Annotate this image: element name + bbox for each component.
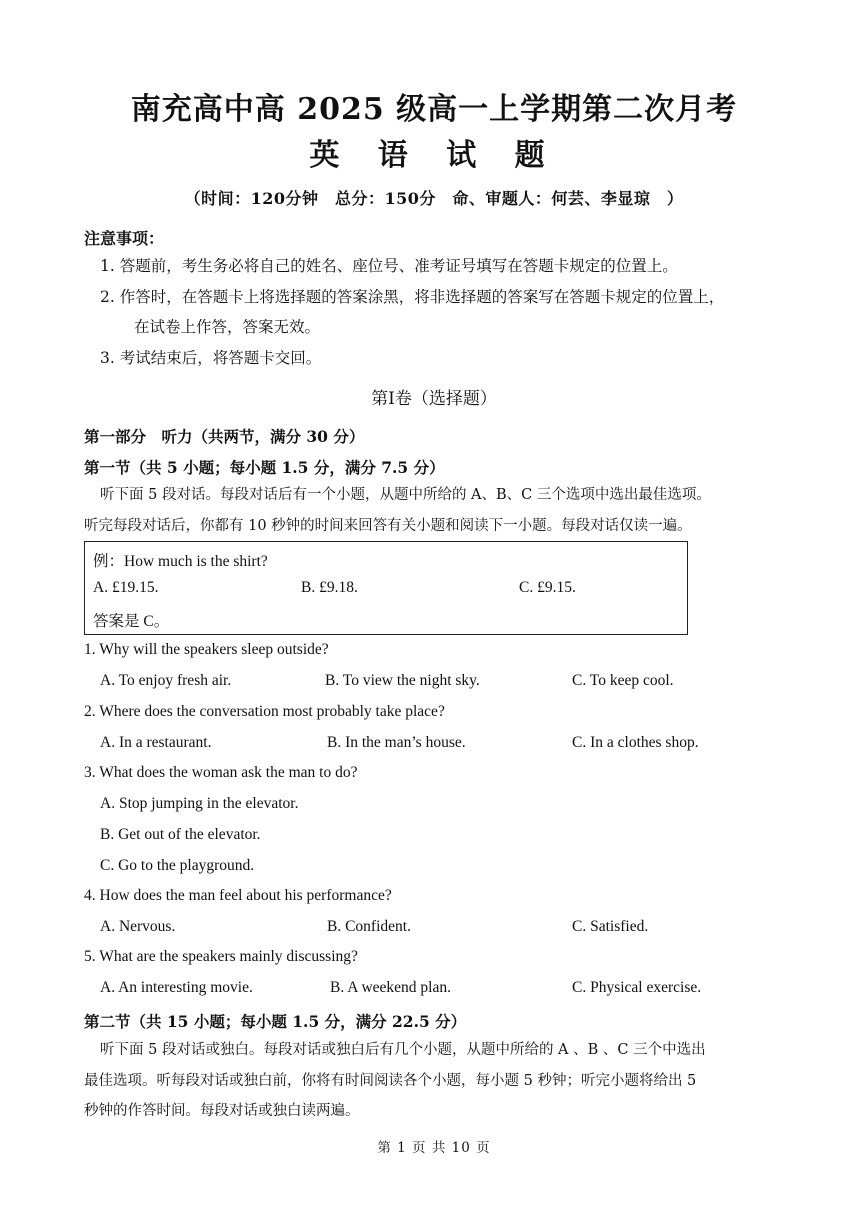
question-5-option-a: A. An interesting movie. [100, 979, 253, 996]
question-2-option-c: C. In a clothes shop. [572, 734, 699, 751]
example-option-a: A. £19.15. [93, 579, 159, 596]
question-3-option-b: B. Get out of the elevator. [100, 826, 261, 843]
exam-subject-title: 英 语 试 题 [309, 138, 559, 173]
question-2: 2. Where does the conversation most probably take place? [84, 703, 445, 720]
section1-instruction-1: 听下面 5 段对话。每段对话后有一个小题，从题中所给的 A、B、C 三个选项中选出最佳选项。 [100, 487, 711, 503]
note-item-1: 1. 答题前，考生务必将自己的姓名、座位号、准考证号填写在答题卡规定的位置上。 [100, 257, 678, 275]
exam-info: （时间：120分钟 总分：150分 命、审题人：何芸、李显琼 ） [184, 189, 684, 208]
question-4-option-a: A. Nervous. [100, 918, 176, 935]
question-1: 1. Why will the speakers sleep outside? [84, 641, 329, 658]
question-5-option-c: C. Physical exercise. [572, 979, 702, 996]
question-1-option-b: B. To view the night sky. [325, 672, 480, 689]
section1-instruction-2: 听完每段对话后，你都有 10 秒钟的时间来回答有关小题和阅读下一小题。每段对话仅读一遍。 [84, 518, 692, 534]
question-3-option-a: A. Stop jumping in the elevator. [100, 795, 299, 812]
note-item-2: 2. 作答时，在答题卡上将选择题的答案涂黑，将非选择题的答案写在答题卡规定的位置上， [100, 288, 725, 306]
exam-title: 南充高中高 2025 级高一上学期第二次月考 [130, 92, 738, 127]
section2-instruction-3: 秒钟的作答时间。每段对话或独白读两遍。 [84, 1103, 360, 1119]
question-3-option-c: C. Go to the playground. [100, 857, 255, 874]
question-4-option-c: C. Satisfied. [572, 918, 649, 935]
note-item-2-continued: 在试卷上作答，答案无效。 [134, 318, 321, 336]
section2-instruction-1: 听下面 5 段对话或独白。每段对话或独白后有几个小题，从题中所给的 A 、B 、C 三个中选出 [100, 1042, 706, 1058]
example-option-c: C. £9.15. [519, 579, 576, 596]
example-box [84, 541, 688, 635]
note-item-3: 3. 考试结束后，将答题卡交回。 [100, 349, 322, 367]
question-2-option-a: A. In a restaurant. [100, 734, 212, 751]
section1-title: 第一节（共 5 小题；每小题 1.5 分，满分 7.5 分） [84, 458, 445, 477]
question-5: 5. What are the speakers mainly discussing? [84, 948, 358, 965]
section2-instruction-2: 最佳选项。听每段对话或独白前，你将有时间阅读各个小题，每小题 5 秒钟；听完小题将给出 5 [84, 1073, 697, 1089]
notes-title: 注意事项： [84, 229, 165, 248]
question-1-option-a: A. To enjoy fresh air. [100, 672, 232, 689]
example-option-b: B. £9.18. [301, 579, 358, 596]
volume-title: 第Ⅰ卷（选择题） [371, 389, 497, 409]
question-1-option-c: C. To keep cool. [572, 672, 674, 689]
question-4-option-b: B. Confident. [327, 918, 411, 935]
section2-title: 第二节（共 15 小题；每小题 1.5 分，满分 22.5 分） [84, 1012, 467, 1031]
question-4: 4. How does the man feel about his performance? [84, 887, 392, 904]
part1-title: 第一部分 听力（共两节，满分 30 分） [84, 427, 365, 446]
example-question: 例：How much is the shirt? [93, 553, 268, 570]
question-3: 3. What does the woman ask the man to do? [84, 764, 358, 781]
page-footer: 第 1 页 共 10 页 [377, 1140, 491, 1156]
question-2-option-b: B. In the man’s house. [327, 734, 466, 751]
question-5-option-b: B. A weekend plan. [330, 979, 451, 996]
example-answer: 答案是 C。 [93, 613, 170, 630]
